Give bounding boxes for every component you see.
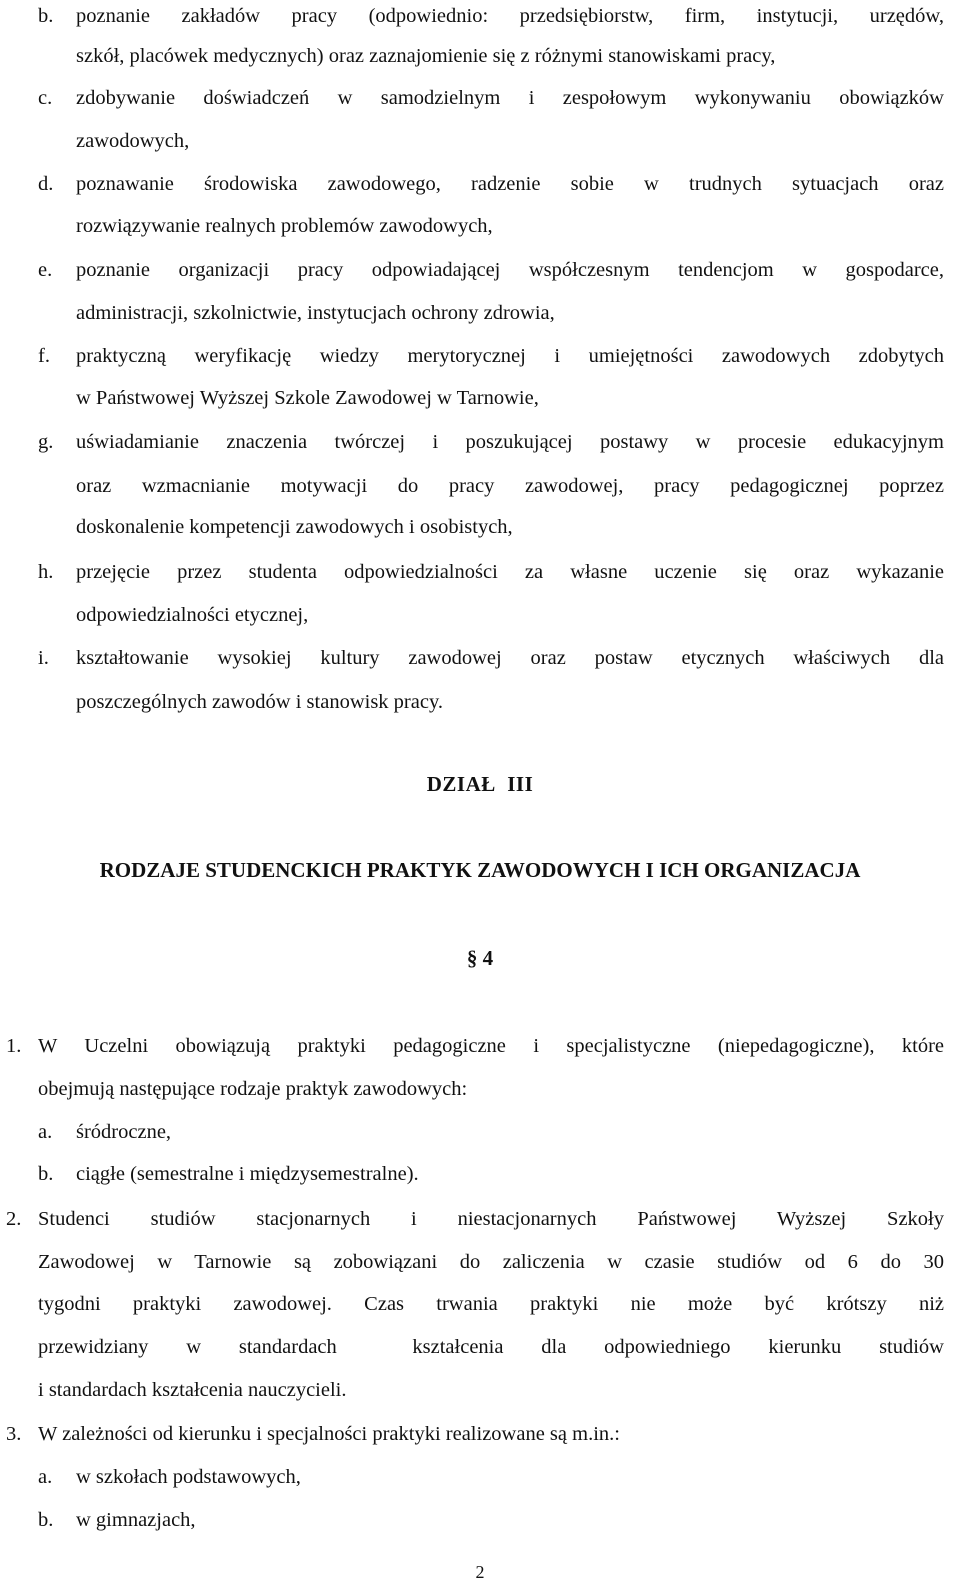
list-item-i-line-1: kształtowanie wysokiej kultury zawodowej oraz postaw etycznych właściwych dla xyxy=(76,647,944,669)
list-marker-c: c. xyxy=(38,87,53,109)
point-3-sub-item-b: w gimnazjach, xyxy=(76,1509,196,1531)
page-number: 2 xyxy=(475,1562,485,1582)
point-1-sub-marker-a: a. xyxy=(38,1121,53,1143)
list-item-f-line-1: praktyczną weryfikację wiedzy merytorycznej i umiejętności zawodowych zdobytych xyxy=(76,345,944,367)
paragraph-symbol-heading: § 4 xyxy=(466,946,494,970)
point-2-line-3: tygodni praktyki zawodowej. Czas trwania praktyki nie może być krótszy niż xyxy=(38,1293,944,1315)
list-item-b-line-2: szkół, placówek medycznych) oraz zaznajomienie się z różnymi stanowiskami pracy, xyxy=(76,45,776,67)
point-3-sub-marker-b: b. xyxy=(38,1509,54,1531)
list-item-i-line-2: poszczególnych zawodów i stanowisk pracy. xyxy=(76,691,443,713)
point-1-sub-marker-b: b. xyxy=(38,1163,54,1185)
point-3-sub-marker-a: a. xyxy=(38,1466,53,1488)
list-item-g-line-3: doskonalenie kompetencji zawodowych i osobistych, xyxy=(76,516,513,538)
list-item-d-line-1: poznawanie środowiska zawodowego, radzenie sobie w trudnych sytuacjach oraz xyxy=(76,173,944,195)
list-marker-g: g. xyxy=(38,431,54,453)
numbered-marker-3: 3. xyxy=(6,1423,22,1445)
list-marker-b: b. xyxy=(38,5,54,27)
list-marker-h: h. xyxy=(38,561,54,583)
numbered-marker-2: 2. xyxy=(6,1208,22,1230)
point-2-line-4: przewidziany w standardach kształcenia dla odpowiedniego kierunku studiów xyxy=(38,1336,944,1358)
list-marker-e: e. xyxy=(38,259,53,281)
list-marker-i: i. xyxy=(38,647,49,669)
section-title: RODZAJE STUDENCKICH PRAKTYK ZAWODOWYCH I ICH ORGANIZACJA xyxy=(99,858,861,882)
point-3-sub-item-a: w szkołach podstawowych, xyxy=(76,1466,301,1488)
list-item-d-line-2: rozwiązywanie realnych problemów zawodowych, xyxy=(76,215,493,237)
numbered-marker-1: 1. xyxy=(6,1035,22,1057)
point-2-line-1: Studenci studiów stacjonarnych i niestacjonarnych Państwowej Wyższej Szkoły xyxy=(38,1208,944,1230)
list-item-g-line-2: oraz wzmacnianie motywacji do pracy zawodowej, pracy pedagogicznej poprzez xyxy=(76,475,944,497)
point-2-line-5: i standardach kształcenia nauczycieli. xyxy=(38,1379,347,1401)
point-1-line-1: W Uczelni obowiązują praktyki pedagogiczne i specjalistyczne (niepedagogiczne), które xyxy=(38,1035,944,1057)
list-item-c-line-2: zawodowych, xyxy=(76,130,190,152)
section-heading: DZIAŁ III xyxy=(426,772,534,796)
list-marker-d: d. xyxy=(38,173,54,195)
point-1-sub-item-a: śródroczne, xyxy=(76,1121,172,1143)
list-item-e-line-2: administracji, szkolnictwie, instytucjach ochrony zdrowia, xyxy=(76,302,555,324)
point-1-sub-item-b: ciągłe (semestralne i międzysemestralne). xyxy=(76,1163,419,1185)
list-item-h-line-2: odpowiedzialności etycznej, xyxy=(76,604,309,626)
list-marker-f: f. xyxy=(38,345,50,367)
list-item-b-line-1: poznanie zakładów pracy (odpowiednio: przedsiębiorstw, firm, instytucji, urzędów, xyxy=(76,5,944,27)
point-1-line-2: obejmują następujące rodzaje praktyk zawodowych: xyxy=(38,1078,468,1100)
point-2-line-2: Zawodowej w Tarnowie są zobowiązani do zaliczenia w czasie studiów od 6 do 30 xyxy=(38,1251,944,1273)
list-item-g-line-1: uświadamianie znaczenia twórczej i poszukującej postawy w procesie edukacyjnym xyxy=(76,431,944,453)
list-item-f-line-2: w Państwowej Wyższej Szkole Zawodowej w Tarnowie, xyxy=(76,387,539,409)
list-item-e-line-1: poznanie organizacji pracy odpowiadającej współczesnym tendencjom w gospodarce, xyxy=(76,259,944,281)
point-3-line-1: W zależności od kierunku i specjalności praktyki realizowane są m.in.: xyxy=(38,1423,620,1445)
list-item-c-line-1: zdobywanie doświadczeń w samodzielnym i zespołowym wykonywaniu obowiązków xyxy=(76,87,944,109)
list-item-h-line-1: przejęcie przez studenta odpowiedzialności za własne uczenie się oraz wykazanie xyxy=(76,561,944,583)
